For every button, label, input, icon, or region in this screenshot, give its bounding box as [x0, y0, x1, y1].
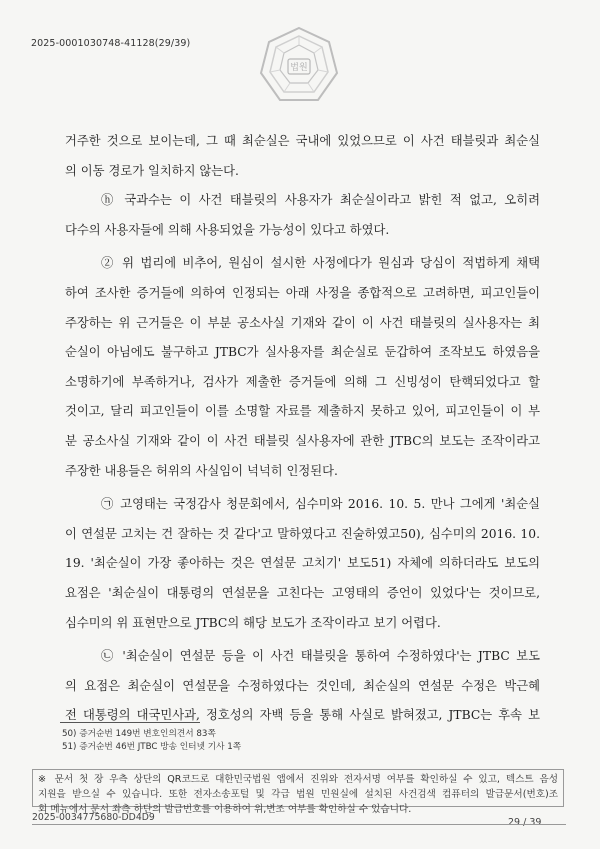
body-line: 소명하기에 부족하거나, 검사가 제출한 증거들에 의해 그 신빙성이 탄핵되었다고 할: [65, 374, 540, 389]
body-line: 전 대통령의 대국민사과, 정호성의 자백 등을 통해 사실로 밝혀졌고, JTBC는 후속 보: [65, 708, 540, 723]
body-line: 주장한 내용들은 허위의 사실임이 넉넉히 인정된다.: [65, 463, 338, 478]
footnote: 50) 증거순번 149번 변호인의견서 83쪽: [62, 729, 216, 739]
body-line: 19. '최순실이 가장 좋아하는 것은 연설문 고치기' 보도51) 자체에 의하더라도 보도의: [65, 556, 540, 571]
judgment-body: [65, 127, 540, 731]
body-line: 의 요점은 최순실이 연설문을 수정하였다는 것인데, 최순실의 연설문 수정은 박근혜: [65, 678, 540, 693]
body-line: ㉠ 고영태는 국정감사 청문회에서, 심수미와 2016. 10. 5. 만나 그에게 '최순실: [101, 497, 540, 512]
verification-notice-box: [32, 769, 564, 815]
document-id: 2025-0001030748-41128(29/39): [31, 38, 191, 49]
body-line: ⓗ 국과수는 이 사건 태블릿의 사용자가 최순실이라고 밝힌 적 없고, 오히려: [101, 193, 540, 208]
body-line: 의 이동 경로가 일치하지 않는다.: [65, 163, 239, 178]
body-line: 심수미의 위 표현만으로 JTBC의 해당 보도가 조작이라고 보기 어렵다.: [65, 615, 441, 630]
notice-line: 지원을 받으실 수 있습니다. 또한 전자소송포털 및 각급 법원 민원실에 설치된 사건검색 컴퓨터의 발급문서(번호)조: [38, 789, 558, 800]
body-line: 것이고, 달리 피고인들이 이를 소명할 자료를 제출하지 못하고 있어, 피고인들이 이 부: [65, 404, 540, 419]
body-line: ② 위 법리에 비추어, 원심이 설시한 사정에다가 원심과 당심이 적법하게 채택: [101, 256, 540, 271]
footnote-divider: [60, 722, 200, 723]
court-seal-icon: [258, 25, 340, 107]
body-line: 분 공소사실 기재와 같이 이 사건 태블릿 실사용자에 관한 JTBC의 보도는 조작이라고: [65, 433, 540, 448]
page-number: 29 / 39: [508, 817, 542, 828]
seal-text: 법원: [290, 63, 308, 73]
notice-line: ※ 문서 첫 장 우측 상단의 QR코드로 대한민국법원 앱에서 진위와 전자서명 여부를 확인하실 수 있고, 텍스트 음성: [38, 774, 558, 785]
body-line: 다수의 사용자들에 의해 사용되었을 가능성이 있다고 하였다.: [65, 222, 390, 237]
body-line: 요점은 '최순실이 대통령의 연설문을 고친다는 고영태의 증언이 있었다'는 것이므로,: [65, 585, 540, 600]
body-line: ㉡ '최순실이 연설문 등을 이 사건 태블릿을 통하여 수정하였다'는 JTBC 보도: [101, 649, 540, 664]
body-line: 주장하는 위 근거들은 이 부분 공소사실 기재와 같이 이 사건 태블릿의 실사용자는 최: [65, 315, 540, 330]
body-line: 이 연설문 고치는 건 잘하는 것 같다'고 말하였다고 진술하였고50), 심수미의 2016. 10.: [65, 526, 540, 541]
issuance-number: 2025-0034775680-DD4D9: [32, 812, 155, 823]
body-line: 순실이 아님에도 불구하고 JTBC가 실사용자를 최순실로 둔갑하여 조작보도 하였음을: [65, 345, 540, 360]
footnote: 51) 증거순번 46번 JTBC 방송 인터넷 기사 1쪽: [62, 742, 242, 752]
footer-divider: [32, 824, 566, 825]
body-line: 거주한 것으로 보이는데, 그 때 최순실은 국내에 있었으므로 이 사건 태블릿과 최순실: [65, 134, 540, 148]
notice-line: 회 메뉴에서 문서 좌측 하단의 발급번호를 이용하여 위,변조 여부를 확인하실 수 있습니다.: [38, 804, 412, 815]
body-line: 하여 조사한 증거들에 의하여 인정되는 아래 사정을 종합적으로 고려하면, 피고인들이: [65, 285, 540, 300]
